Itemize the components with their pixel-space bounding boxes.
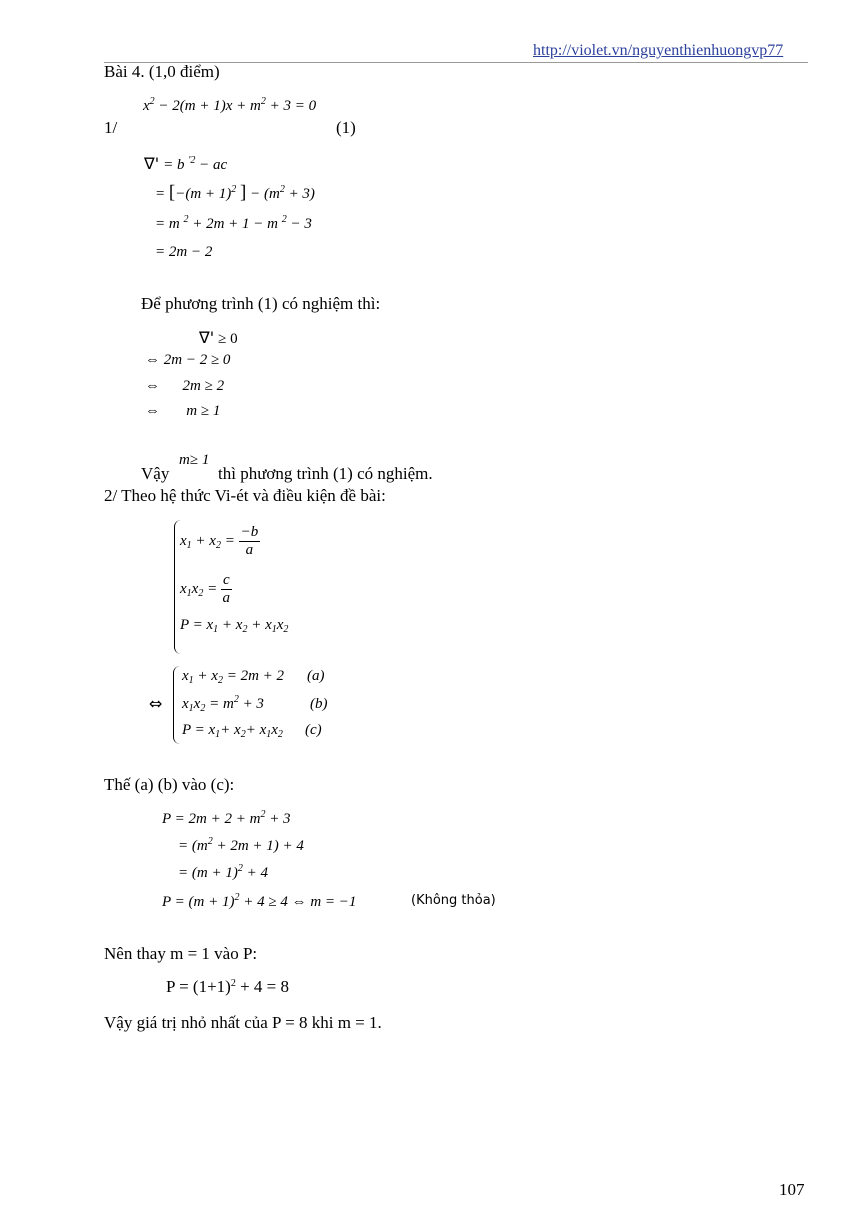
- delta-line-3: = m $^2$ + 2m + 1 − m $^2$ − 3: [155, 214, 312, 232]
- final-conclusion: Vậy giá trị nhỏ nhất của P = 8 khi m = 1.: [104, 1013, 382, 1032]
- part1-label: 1/: [104, 118, 118, 137]
- delta-prime-symbol-2: ∇': [199, 328, 215, 347]
- part2-intro: 2/ Theo hệ thức Vi-ét và điều kiện đề bài:: [104, 486, 386, 505]
- system1-line-2: $x_1x_2$ = $\frac{c}{a}$: [180, 572, 231, 607]
- ineq-line-2: ⇔ 2m − 2 ≥ 0: [145, 352, 231, 368]
- system2-tag-c: (c): [305, 722, 322, 738]
- equation-tag: (1): [336, 118, 356, 137]
- ineq-line-3: ⇔ 2m ≥ 2: [145, 378, 225, 394]
- equivalent-arrow: ⇔: [149, 694, 163, 713]
- conclusion-prefix: Vậy: [141, 464, 170, 483]
- conclusion-suffix: thì phương trình (1) có nghiệm.: [218, 464, 433, 483]
- problem-title: Bài 4. (1,0 điểm): [104, 62, 220, 81]
- not-satisfied-note: (Không thỏa): [411, 893, 496, 908]
- system2-tag-a: (a): [307, 668, 325, 684]
- ineq-line-1: ∇' ≥ 0: [199, 328, 238, 347]
- condition-text: Để phương trình (1) có nghiệm thì:: [141, 294, 381, 313]
- system2-line-c: $P = x_1+ x_2+ x_1x_2$: [182, 722, 283, 740]
- system1-line-1: $x_1 + x_2$ = $\frac{-b}{a}$: [180, 524, 259, 559]
- delta-line-1: ∇' = b $^{'2}$ − ac: [144, 154, 228, 173]
- system2-line-a: $x_1 + x_2 = 2m + 2$: [182, 668, 285, 686]
- p-step-1: $P = 2m + 2 + m^2 + 3$: [162, 809, 291, 827]
- p-step-4: $P = (m + 1)^2 + 4 \ge 4$ ⇔ m = −1: [162, 892, 357, 910]
- system2-tag-b: (b): [310, 696, 328, 712]
- delta-line-2: = [$-(m + 1)^2$ ] − $(m^2 + 3)$: [155, 182, 315, 203]
- substitute-m-text: Nên thay m = 1 vào P:: [104, 944, 258, 963]
- p-step-3: = $(m + 1)^2 + 4$: [178, 863, 268, 881]
- p-value: $P = (1+1)^2 + 4 = 8$: [166, 977, 290, 996]
- system2-brace: [173, 666, 180, 744]
- p-step-2: = $(m^2 + 2m + 1) + 4$: [178, 836, 304, 854]
- delta-line-4: = 2m − 2: [155, 244, 213, 260]
- system1-line-3: $P = x_1 + x_2 + x_1x_2$: [180, 617, 289, 635]
- system2-line-b: $x_1x_2 = m^2 + 3$: [182, 694, 264, 714]
- substitute-text: Thế (a) (b) vào (c):: [104, 775, 235, 794]
- ineq-line-4: ⇔ m ≥ 1: [145, 403, 221, 419]
- header-link[interactable]: http://violet.vn/nguyenthienhuongvp77: [533, 42, 784, 59]
- delta-prime-symbol: ∇': [144, 154, 160, 173]
- equation-1: $x^2 - 2(m + 1)x + m^2 + 3 = 0$: [143, 96, 317, 114]
- conclusion-math: m≥ 1: [179, 452, 210, 468]
- page-number: 107: [779, 1180, 805, 1199]
